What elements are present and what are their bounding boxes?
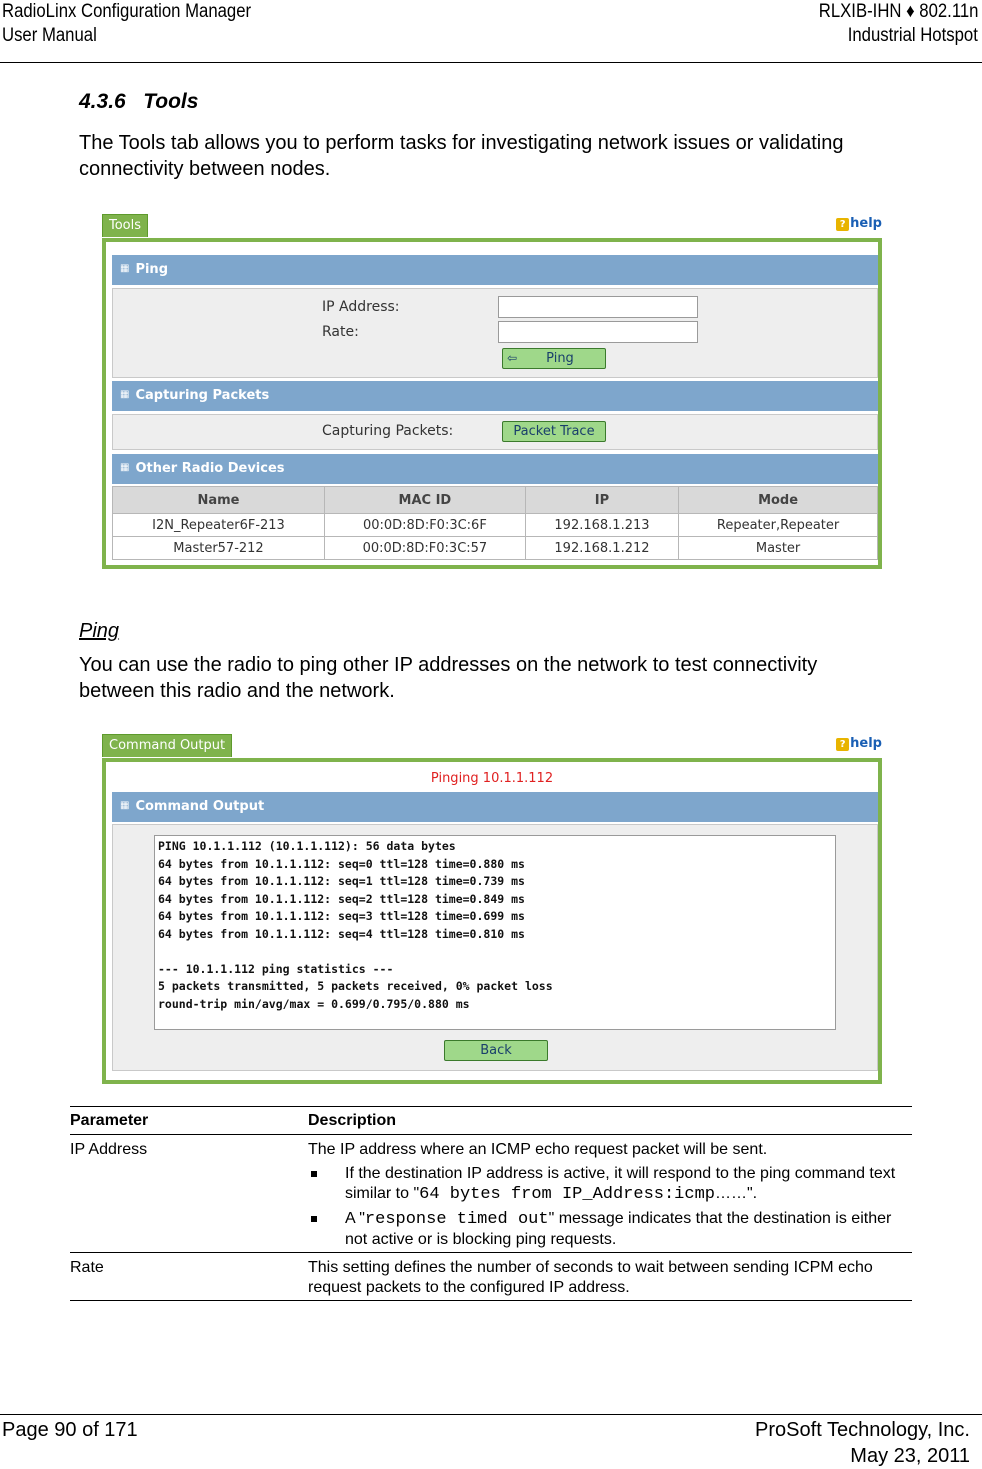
ip-address-input[interactable] bbox=[498, 296, 698, 318]
grip-icon: ▦ bbox=[120, 389, 130, 400]
header-model: RLXIB-IHN ♦ 802.11n bbox=[818, 1, 978, 22]
bullet-item bbox=[308, 1209, 912, 1250]
cell-mac: 00:0D:8D:F0:3C:6F bbox=[324, 514, 525, 537]
help-icon: ? bbox=[836, 738, 849, 751]
page-number: Page 90 of 171 bbox=[2, 1419, 138, 1441]
bullet-text: A " bbox=[345, 1210, 365, 1227]
cell-mode: Repeater,Repeater bbox=[679, 514, 878, 537]
desc-ip-address bbox=[308, 1135, 912, 1253]
help-label: help bbox=[850, 736, 882, 751]
help-icon: ? bbox=[836, 218, 849, 231]
output-line: PING 10.1.1.112 (10.1.1.112): 56 data bytes bbox=[158, 839, 456, 853]
arrow-icon: ⇦ bbox=[507, 351, 518, 365]
param-ip-address: IP Address bbox=[70, 1135, 308, 1253]
back-button[interactable] bbox=[444, 1040, 548, 1061]
rate-input[interactable] bbox=[498, 321, 698, 343]
output-line: round-trip min/avg/max = 0.699/0.795/0.880 ms bbox=[158, 996, 470, 1011]
devices-section-bar bbox=[112, 454, 878, 484]
header-product: RadioLinx Configuration Manager bbox=[2, 1, 252, 22]
tab-command-output[interactable]: Command Output bbox=[102, 734, 232, 757]
col-mode: Mode bbox=[679, 487, 878, 514]
cell-ip: 192.168.1.213 bbox=[525, 514, 678, 537]
table-row bbox=[113, 537, 878, 560]
ping-section-bar bbox=[112, 255, 878, 285]
cell-mode: Master bbox=[679, 537, 878, 560]
cell-mac: 00:0D:8D:F0:3C:57 bbox=[324, 537, 525, 560]
table-row bbox=[70, 1135, 912, 1253]
tab-tools[interactable]: Tools bbox=[102, 214, 148, 237]
grip-icon: ▦ bbox=[120, 263, 130, 274]
ping-text: You can use the radio to ping other IP addresses on the network to test connectivity between this radio and the network. bbox=[79, 654, 818, 702]
ping-panel bbox=[112, 288, 878, 378]
grip-icon: ▦ bbox=[120, 800, 130, 811]
grip-icon: ▦ bbox=[120, 462, 130, 473]
command-panel bbox=[112, 824, 878, 1071]
command-bar-label: Command Output bbox=[135, 799, 265, 814]
col-description: Description bbox=[308, 1107, 912, 1135]
desc-ip-address-text: The IP address where an ICMP echo request packet will be sent. bbox=[308, 1141, 768, 1158]
output-line: 64 bytes from 10.1.1.112: seq=2 ttl=128 time=0.849 ms bbox=[158, 891, 525, 906]
output-line bbox=[158, 943, 832, 961]
footer-company: ProSoft Technology, Inc. bbox=[755, 1419, 970, 1441]
desc-rate: This setting defines the number of seconds to wait between sending ICPM echo request packets to the configured IP address. bbox=[308, 1253, 912, 1301]
pinging-status: Pinging 10.1.1.112 bbox=[430, 771, 554, 786]
bullet-code: 64 bytes from IP_Address:icmp bbox=[419, 1185, 715, 1204]
output-line: 64 bytes from 10.1.1.112: seq=4 ttl=128 time=0.810 ms bbox=[158, 926, 525, 941]
cell-name: Master57-212 bbox=[113, 537, 325, 560]
ip-address-label: IP Address: bbox=[322, 299, 400, 315]
bullet-text: ……". bbox=[715, 1185, 758, 1202]
rate-label: Rate: bbox=[322, 324, 359, 340]
help-label: help bbox=[850, 216, 882, 231]
page-footer bbox=[0, 1414, 982, 1467]
section-title: 4.3.6 Tools bbox=[79, 90, 199, 113]
capture-panel bbox=[112, 414, 878, 450]
output-line: 64 bytes from 10.1.1.112: seq=1 ttl=128 time=0.739 ms bbox=[158, 874, 525, 888]
capture-section-bar bbox=[112, 381, 878, 411]
ping-button[interactable] bbox=[502, 348, 606, 369]
header-doc-type: User Manual bbox=[2, 25, 97, 46]
output-line: 5 packets transmitted, 5 packets received, 0% packet loss bbox=[158, 979, 553, 993]
tools-frame bbox=[102, 238, 882, 569]
ping-bar-label: Ping bbox=[135, 262, 168, 277]
section-intro: The Tools tab allows you to perform tasks for investigating network issues or validating connectivity between nodes. bbox=[79, 132, 844, 180]
footer-date: May 23, 2011 bbox=[850, 1445, 970, 1467]
col-mac: MAC ID bbox=[324, 487, 525, 514]
output-line: 64 bytes from 10.1.1.112: seq=3 ttl=128 time=0.699 ms bbox=[158, 909, 525, 923]
devices-bar-label: Other Radio Devices bbox=[135, 461, 285, 476]
command-frame bbox=[102, 758, 882, 1084]
help-link[interactable] bbox=[836, 736, 882, 751]
bullet-text: " message indicates that the destination is either not active or is blocking ping requests. bbox=[345, 1210, 892, 1248]
packet-trace-button[interactable] bbox=[502, 421, 606, 442]
cell-name: I2N_Repeater6F-213 bbox=[113, 514, 325, 537]
header-category: Industrial Hotspot bbox=[847, 25, 978, 46]
devices-table bbox=[112, 486, 878, 560]
help-link[interactable] bbox=[836, 216, 882, 231]
ping-button-label: Ping bbox=[546, 351, 574, 366]
table-row bbox=[113, 514, 878, 537]
col-name: Name bbox=[113, 487, 325, 514]
table-row bbox=[70, 1253, 912, 1301]
packet-trace-label: Packet Trace bbox=[513, 424, 595, 439]
param-rate: Rate bbox=[70, 1253, 308, 1301]
capturing-packets-label: Capturing Packets: bbox=[322, 423, 454, 439]
command-output-screenshot bbox=[102, 734, 882, 1084]
bullet-item bbox=[308, 1164, 912, 1205]
back-button-label: Back bbox=[480, 1043, 512, 1058]
capture-bar-label: Capturing Packets bbox=[135, 388, 270, 403]
bullet-code: response timed out bbox=[364, 1210, 549, 1229]
ping-heading: Ping bbox=[79, 620, 120, 642]
cell-ip: 192.168.1.212 bbox=[525, 537, 678, 560]
bullet-text: If the destination IP address is active, it will respond to the ping command text similar to " bbox=[345, 1165, 896, 1202]
command-output-bar bbox=[112, 792, 878, 822]
parameter-table bbox=[70, 1106, 912, 1301]
col-ip: IP bbox=[525, 487, 678, 514]
command-output-text bbox=[154, 835, 836, 1030]
output-line: --- 10.1.1.112 ping statistics --- bbox=[158, 961, 394, 976]
col-parameter: Parameter bbox=[70, 1107, 308, 1135]
page-header bbox=[0, 0, 982, 63]
tools-screenshot bbox=[102, 214, 882, 569]
output-line: 64 bytes from 10.1.1.112: seq=0 ttl=128 time=0.880 ms bbox=[158, 856, 525, 871]
